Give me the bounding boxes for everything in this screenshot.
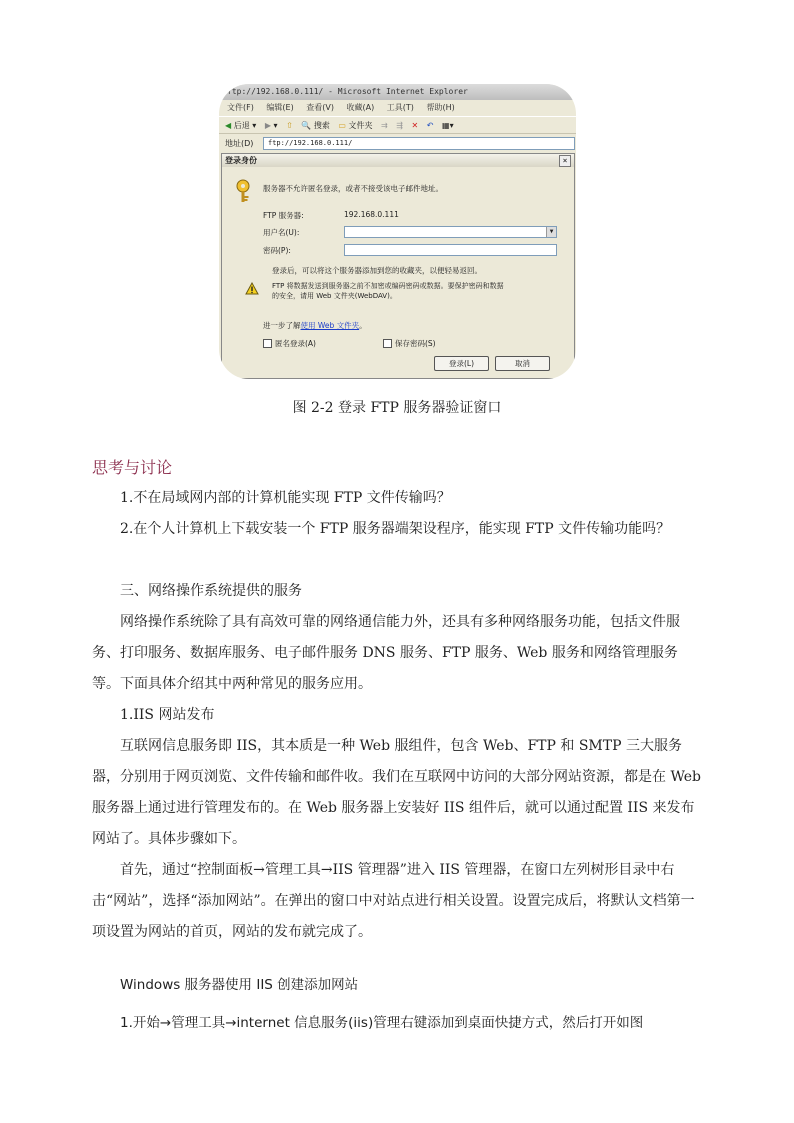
password-input[interactable] xyxy=(344,244,557,256)
save-password-label: 保存密码(S) xyxy=(395,339,436,348)
address-input[interactable]: ftp://192.168.0.111/ xyxy=(263,137,575,150)
views-icon[interactable]: ▦▾ xyxy=(442,121,454,130)
key-icon xyxy=(232,178,254,204)
login-button[interactable]: 登录(L) xyxy=(434,356,489,371)
cancel-button[interactable]: 取消 xyxy=(495,356,550,371)
section-3-title: 三、网络操作系统提供的服务 xyxy=(120,583,302,599)
server-label: FTP 服务器: xyxy=(263,211,304,220)
dialog-title: 登录身份 xyxy=(222,154,574,167)
section-heading: 思考与讨论 xyxy=(92,458,173,477)
dialog-message: 服务器不允许匿名登录，或者不接受该电子邮件地址。 xyxy=(263,184,443,193)
window-title: ftp://192.168.0.111/ - Microsoft Internet Explorer xyxy=(219,84,576,100)
copy-icon[interactable]: ⇶ xyxy=(396,121,403,130)
ftp-login-screenshot xyxy=(219,84,576,379)
username-label: 用户名(U): xyxy=(263,228,300,237)
menu-file[interactable]: 文件(F) xyxy=(227,103,254,112)
login-dialog xyxy=(221,153,575,379)
username-combobox[interactable] xyxy=(344,226,557,238)
save-password-checkbox[interactable] xyxy=(383,339,392,348)
question-2: 2.在个人计算机上下载安装一个 FTP 服务器端架设程序，能实现 FTP 文件传输功能吗？ xyxy=(120,521,671,537)
figure-caption: 图 2-2 登录 FTP 服务器验证窗口 xyxy=(292,400,502,416)
server-value: 192.168.0.111 xyxy=(344,210,399,219)
address-bar xyxy=(219,136,576,151)
back-arrow-icon: ◀ xyxy=(225,121,232,130)
after-login-note: 登录后，可以将这个服务器添加到您的收藏夹，以便轻易返回。 xyxy=(272,266,482,275)
menu-bar xyxy=(219,101,576,115)
anonymous-label: 匿名登录(A) xyxy=(275,339,316,348)
step-1: 1.开始→管理工具→internet 信息服务(iis)管理右键添加到桌面快捷方式，然后打开如图 xyxy=(120,1015,644,1031)
toolbar xyxy=(219,116,576,134)
undo-icon[interactable]: ↶ xyxy=(426,121,434,130)
forward-arrow-icon: ▶ xyxy=(264,121,271,130)
folders-button[interactable]: ▭ 文件夹 xyxy=(338,121,373,130)
menu-favorites[interactable]: 收藏(A) xyxy=(346,103,375,112)
question-1: 1.不在局域网内部的计算机能实现 FTP 文件传输吗？ xyxy=(120,490,451,506)
search-icon: 🔍 xyxy=(301,121,312,130)
warning-icon xyxy=(245,282,259,295)
menu-edit[interactable]: 编辑(E) xyxy=(266,103,294,112)
move-icon[interactable]: ⇉ xyxy=(381,121,388,130)
password-label: 密码(P): xyxy=(263,246,291,255)
close-icon[interactable]: × xyxy=(559,155,571,167)
paragraph-3: 首先，通过“控制面板→管理工具→IIS 管理器”进入 IIS 管理器，在窗口左列树形目录中右击“网站”，选择“添加网站”。在弹出的窗口中对站点进行相关设置。设置完成后，将默认文档第一项设置为网站的首页，网站的发布就完成了。 xyxy=(92,862,695,940)
up-folder-icon[interactable]: ⇧ xyxy=(286,121,293,130)
paragraph-2: 互联网信息服务即 IIS，其本质是一种 Web 服组件，包含 Web、FTP 和 SMTP 三大服务器，分别用于网页浏览、文件传输和邮件收。我们在互联网中访问的大部分网站资源，都是在 Web 服务器上通过进行管理发布的。在 Web 服务器上安装好 IIS 组件后，就可以通过配置 IIS 来发布网站了。具体步骤如下。 xyxy=(92,738,701,847)
delete-icon[interactable]: ✕ xyxy=(411,121,419,130)
windows-iis-line: Windows 服务器使用 IIS 创建添加网站 xyxy=(120,977,359,993)
warning-line-1: FTP 将数据发送到服务器之前不加密或编码密码或数据。要保护密码和数据 xyxy=(272,282,504,290)
menu-view[interactable]: 查看(V) xyxy=(306,103,334,112)
learn-more-line: 进一步了解使用 Web 文件夹。 xyxy=(263,321,367,330)
back-button[interactable]: ◀ 后退 ▾ xyxy=(225,121,257,130)
chevron-down-icon[interactable]: ▼ xyxy=(546,227,556,237)
address-label: 地址(D) xyxy=(225,139,254,148)
search-button[interactable]: 🔍 搜索 xyxy=(301,121,330,130)
forward-button[interactable]: ▶ ▾ xyxy=(264,121,278,130)
folder-icon: ▭ xyxy=(338,121,346,130)
menu-tools[interactable]: 工具(T) xyxy=(386,103,414,112)
anonymous-checkbox[interactable] xyxy=(263,339,272,348)
paragraph-1: 网络操作系统除了具有高效可靠的网络通信能力外，还具有多种网络服务功能，包括文件服务、打印服务、数据库服务、电子邮件服务 DNS 服务、FTP 服务、Web 服务和网络管理服务等。下面具体介绍其中两种常见的服务应用。 xyxy=(92,614,680,692)
warning-line-2: 的安全，请用 Web 文件夹(WebDAV)。 xyxy=(272,292,397,300)
menu-help[interactable]: 帮助(H) xyxy=(426,103,455,112)
web-folder-link[interactable]: 使用 Web 文件夹 xyxy=(300,321,360,330)
subsection-1-title: 1.IIS 网站发布 xyxy=(120,707,215,723)
